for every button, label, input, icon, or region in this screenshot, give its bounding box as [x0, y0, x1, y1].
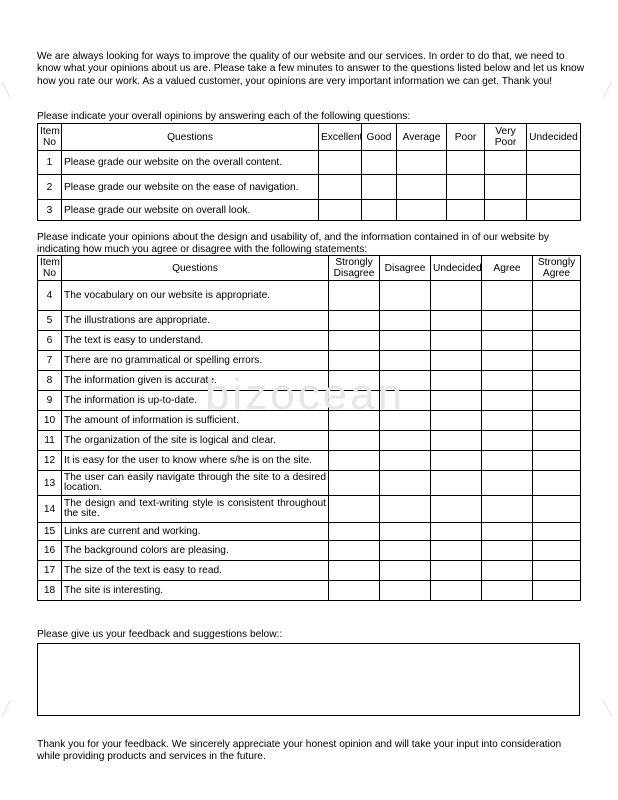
- question-text: The size of the text is easy to read.: [62, 561, 329, 581]
- rating-cell[interactable]: [482, 431, 533, 451]
- table-row: [38, 431, 581, 451]
- watermark-mark-icon: ╱: [603, 82, 612, 98]
- item-number: 16: [38, 541, 62, 561]
- rating-cell[interactable]: [329, 331, 380, 351]
- rating-cell[interactable]: [431, 311, 482, 331]
- rating-cell[interactable]: [533, 581, 581, 601]
- rating-cell[interactable]: [482, 496, 533, 523]
- option-header: Undecided: [431, 256, 482, 281]
- question-text: The vocabulary on our website is appropriate.: [62, 281, 329, 311]
- rating-cell[interactable]: [533, 351, 581, 371]
- rating-cell[interactable]: [362, 175, 397, 200]
- rating-cell[interactable]: [533, 431, 581, 451]
- option-header: Average: [397, 124, 447, 151]
- table-row: [38, 331, 581, 351]
- option-header: Agree: [482, 256, 533, 281]
- option-header: Poor: [447, 124, 485, 151]
- rating-cell[interactable]: [485, 151, 527, 175]
- rating-cell[interactable]: [397, 175, 447, 200]
- question-text: The illustrations are appropriate.: [62, 311, 329, 331]
- rating-cell[interactable]: [397, 200, 447, 221]
- table-row: [38, 151, 581, 175]
- rating-cell[interactable]: [329, 431, 380, 451]
- table-row: [38, 175, 581, 200]
- question-text: The user can easily navigate through the site to a desired location.: [62, 471, 329, 496]
- rating-cell[interactable]: [329, 351, 380, 371]
- rating-cell[interactable]: [485, 200, 527, 221]
- question-text: Please grade our website on the overall content.: [62, 151, 319, 175]
- table-header-row: [38, 256, 581, 281]
- rating-cell[interactable]: [447, 175, 485, 200]
- rating-cell[interactable]: [533, 311, 581, 331]
- table-row: [38, 351, 581, 371]
- rating-cell[interactable]: [533, 371, 581, 391]
- table-row: [38, 451, 581, 471]
- watermark-mark-icon: ╲: [603, 700, 612, 716]
- table-header-row: [38, 124, 581, 151]
- rating-cell[interactable]: [380, 561, 431, 581]
- rating-cell[interactable]: [482, 471, 533, 496]
- rating-cell[interactable]: [380, 496, 431, 523]
- item-number: 11: [38, 431, 62, 451]
- rating-cell[interactable]: [482, 311, 533, 331]
- rating-cell[interactable]: [329, 541, 380, 561]
- item-number: 8: [38, 371, 62, 391]
- rating-cell[interactable]: [329, 471, 380, 496]
- rating-cell[interactable]: [482, 541, 533, 561]
- question-text: Links are current and working.: [62, 523, 329, 541]
- questions-header: Questions: [62, 256, 329, 281]
- rating-cell[interactable]: [533, 331, 581, 351]
- rating-cell[interactable]: [482, 451, 533, 471]
- rating-cell[interactable]: [482, 281, 533, 311]
- rating-cell[interactable]: [329, 311, 380, 331]
- option-header: Disagree: [380, 256, 431, 281]
- rating-cell[interactable]: [397, 151, 447, 175]
- option-header: Strongly Disagree: [329, 256, 380, 281]
- rating-cell[interactable]: [431, 523, 482, 541]
- questions-header: Questions: [62, 124, 319, 151]
- rating-cell[interactable]: [533, 523, 581, 541]
- rating-cell[interactable]: [533, 561, 581, 581]
- section2-label: Please indicate your opinions about the design and usability of, and the information contained in of our website by indicating how much you agree or disagree with the following statements:: [37, 232, 549, 255]
- rating-cell[interactable]: [380, 471, 431, 496]
- question-text: The information is up-to-date.: [62, 391, 329, 411]
- option-header: Undecided: [527, 124, 581, 151]
- table-row: [38, 311, 581, 331]
- design-usability-table: [37, 255, 581, 601]
- rating-cell[interactable]: [533, 541, 581, 561]
- table-row: [38, 471, 581, 496]
- overall-opinions-table: [37, 123, 581, 221]
- item-number: 18: [38, 581, 62, 601]
- watermark-mark-icon: ╱: [2, 700, 11, 716]
- rating-cell[interactable]: [431, 411, 482, 431]
- question-text: The amount of information is sufficient.: [62, 411, 329, 431]
- rating-cell[interactable]: [319, 200, 362, 221]
- rating-cell[interactable]: [533, 281, 581, 311]
- question-text: The background colors are pleasing.: [62, 541, 329, 561]
- rating-cell[interactable]: [482, 523, 533, 541]
- rating-cell[interactable]: [380, 581, 431, 601]
- rating-cell[interactable]: [533, 391, 581, 411]
- rating-cell[interactable]: [319, 151, 362, 175]
- rating-cell[interactable]: [329, 561, 380, 581]
- watermark-logo: bizocean: [205, 370, 406, 419]
- item-number: 2: [38, 175, 62, 200]
- rating-cell[interactable]: [380, 541, 431, 561]
- rating-cell[interactable]: [329, 523, 380, 541]
- rating-cell[interactable]: [319, 175, 362, 200]
- watermark-mark-icon: ╲: [2, 82, 11, 98]
- rating-cell[interactable]: [431, 471, 482, 496]
- item-number: 14: [38, 496, 62, 523]
- rating-cell[interactable]: [380, 281, 431, 311]
- rating-cell[interactable]: [527, 151, 581, 175]
- rating-cell[interactable]: [431, 391, 482, 411]
- rating-cell[interactable]: [447, 200, 485, 221]
- rating-cell[interactable]: [527, 200, 581, 221]
- feedback-textarea[interactable]: [37, 643, 580, 716]
- item-number: 13: [38, 471, 62, 496]
- feedback-label: Please give us your feedback and suggestions below::: [37, 629, 283, 640]
- table-row: [38, 281, 581, 311]
- rating-cell[interactable]: [533, 411, 581, 431]
- item-number: 12: [38, 451, 62, 471]
- rating-cell[interactable]: [533, 471, 581, 496]
- table-row: [38, 581, 581, 601]
- rating-cell[interactable]: [482, 581, 533, 601]
- item-number: 1: [38, 151, 62, 175]
- rating-cell[interactable]: [431, 541, 482, 561]
- table-row: [38, 541, 581, 561]
- section1-label: Please indicate your overall opinions by answering each of the following questions:: [37, 111, 411, 122]
- rating-cell[interactable]: [485, 175, 527, 200]
- item-no-header: Item No: [38, 256, 62, 281]
- rating-cell[interactable]: [533, 496, 581, 523]
- rating-cell[interactable]: [482, 411, 533, 431]
- item-number: 17: [38, 561, 62, 581]
- rating-cell[interactable]: [431, 281, 482, 311]
- rating-cell[interactable]: [380, 523, 431, 541]
- rating-cell[interactable]: [431, 496, 482, 523]
- option-header: Very Poor: [485, 124, 527, 151]
- question-text: There are no grammatical or spelling errors.: [62, 351, 329, 371]
- question-text: The design and text-writing style is consistent throughout the site.: [62, 496, 329, 523]
- item-number: 3: [38, 200, 62, 221]
- item-number: 7: [38, 351, 62, 371]
- table-row: [38, 200, 581, 221]
- item-number: 5: [38, 311, 62, 331]
- thank-you-paragraph: Thank you for your feedback. We sincerely appreciate your honest opinion and will take your input into consideration while providing products and services in the future.: [37, 739, 562, 763]
- question-text: Please grade our website on overall look.: [62, 200, 319, 221]
- question-text: The site is interesting.: [62, 581, 329, 601]
- question-text: Please grade our website on the ease of navigation.: [62, 175, 319, 200]
- rating-cell[interactable]: [380, 351, 431, 371]
- option-header: Strongly Agree: [533, 256, 581, 281]
- item-number: 10: [38, 411, 62, 431]
- option-header: Good: [362, 124, 397, 151]
- rating-cell[interactable]: [329, 281, 380, 311]
- question-text: It is easy for the user to know where s/he is on the site.: [62, 451, 329, 471]
- rating-cell[interactable]: [482, 371, 533, 391]
- rating-cell[interactable]: [362, 151, 397, 175]
- rating-cell[interactable]: [431, 351, 482, 371]
- item-number: 15: [38, 523, 62, 541]
- intro-paragraph: We are always looking for ways to improve the quality of our website and our services. In order to do that, we need to know what your opinions about us are. Please take a few minutes to answer to the questions listed below and let us know how you rate our work. As a valued customer, your opinions are very important information we can get. Thank you!: [37, 51, 585, 87]
- question-text: The text is easy to understand.: [62, 331, 329, 351]
- rating-cell[interactable]: [380, 431, 431, 451]
- item-number: 9: [38, 391, 62, 411]
- rating-cell[interactable]: [482, 561, 533, 581]
- rating-cell[interactable]: [431, 431, 482, 451]
- option-header: Excellent: [319, 124, 362, 151]
- rating-cell[interactable]: [482, 331, 533, 351]
- rating-cell[interactable]: [329, 451, 380, 471]
- question-text: The organization of the site is logical and clear.: [62, 431, 329, 451]
- rating-cell[interactable]: [431, 331, 482, 351]
- rating-cell[interactable]: [431, 371, 482, 391]
- rating-cell[interactable]: [533, 451, 581, 471]
- rating-cell[interactable]: [482, 391, 533, 411]
- rating-cell[interactable]: [527, 175, 581, 200]
- rating-cell[interactable]: [380, 311, 431, 331]
- rating-cell[interactable]: [329, 496, 380, 523]
- rating-cell[interactable]: [482, 351, 533, 371]
- rating-cell[interactable]: [380, 331, 431, 351]
- item-number: 6: [38, 331, 62, 351]
- rating-cell[interactable]: [380, 451, 431, 471]
- item-no-header: Item No: [38, 124, 62, 151]
- rating-cell[interactable]: [329, 581, 380, 601]
- rating-cell[interactable]: [431, 451, 482, 471]
- rating-cell[interactable]: [447, 151, 485, 175]
- rating-cell[interactable]: [362, 200, 397, 221]
- table-row: [38, 496, 581, 523]
- question-text: The information given is accurate.: [62, 371, 329, 391]
- rating-cell[interactable]: [431, 561, 482, 581]
- table-row: [38, 523, 581, 541]
- table-row: [38, 561, 581, 581]
- rating-cell[interactable]: [431, 581, 482, 601]
- item-number: 4: [38, 281, 62, 311]
